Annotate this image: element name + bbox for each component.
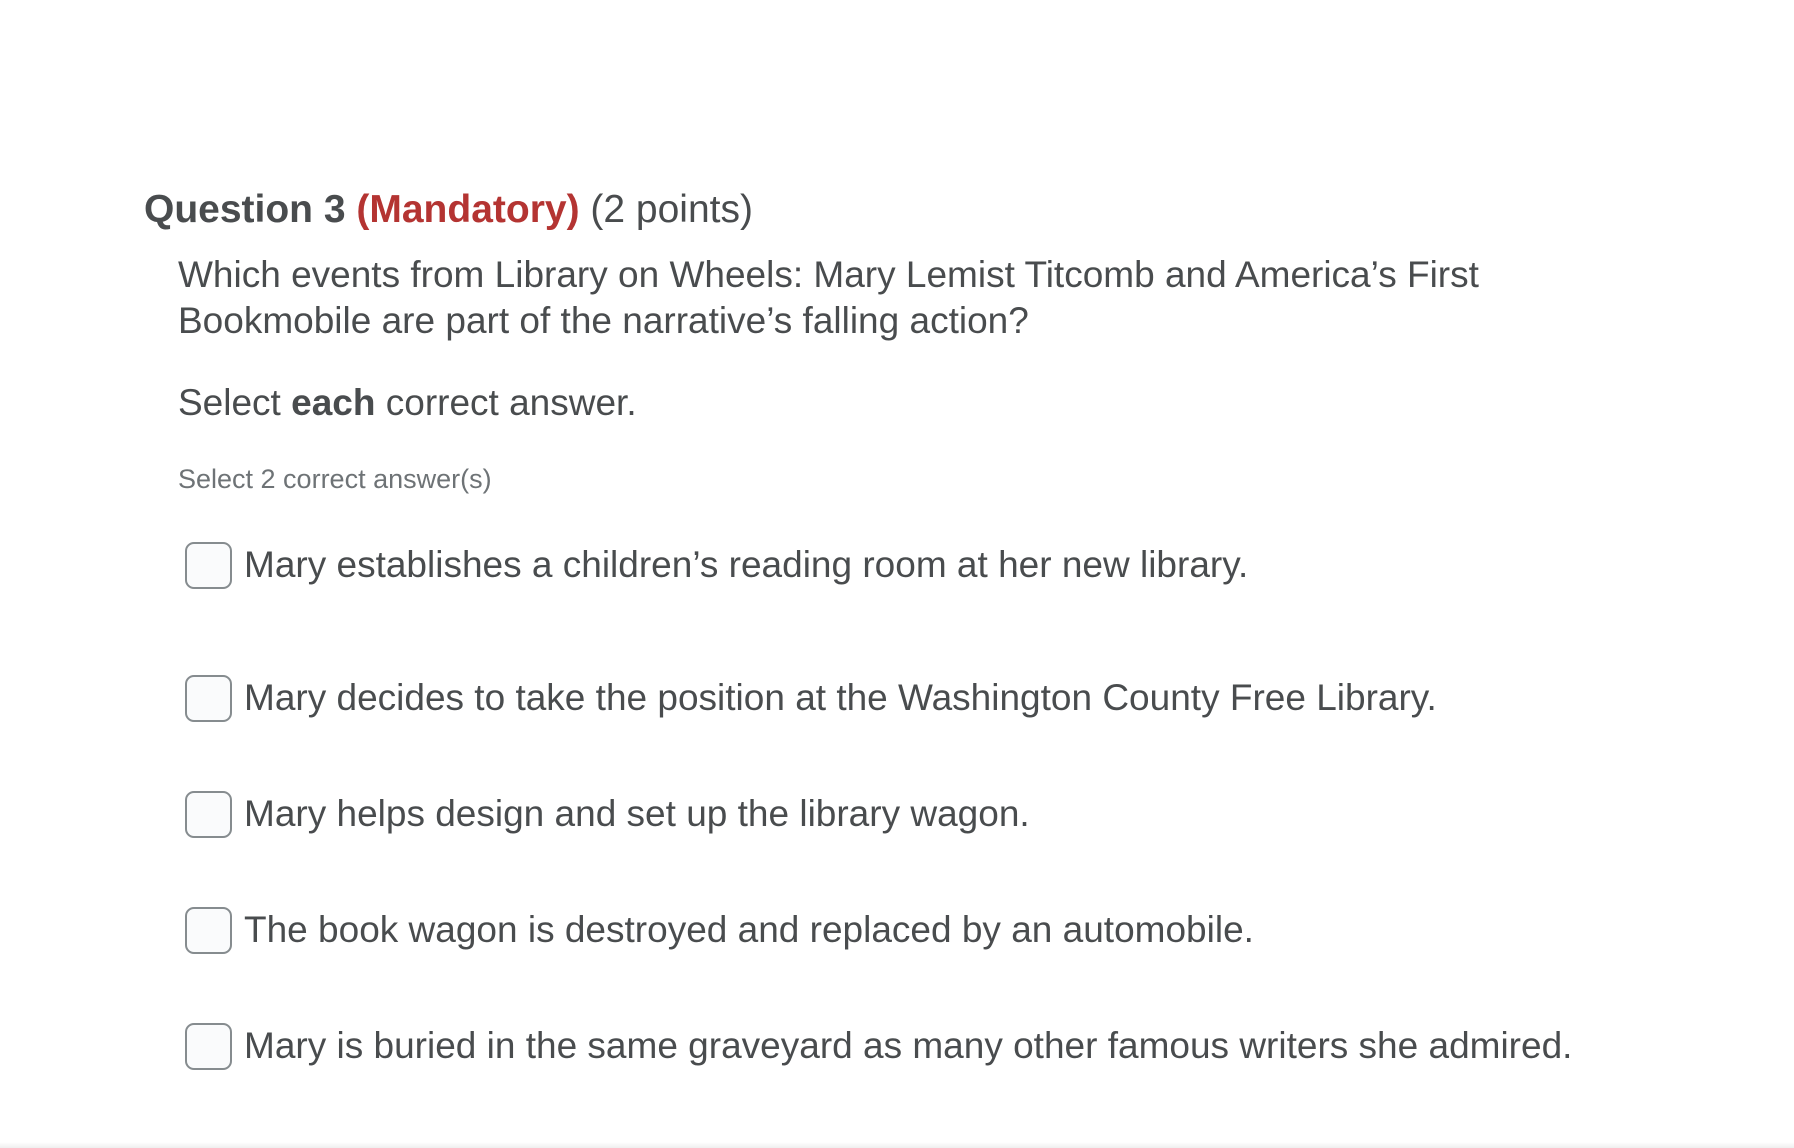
answer-option[interactable] — [178, 872, 1704, 988]
answer-checkbox[interactable] — [185, 675, 232, 722]
answer-option-label: Mary is buried in the same graveyard as many other famous writers she admired. — [244, 1025, 1573, 1066]
answer-option[interactable] — [178, 988, 1704, 1104]
page-bottom-edge — [0, 1142, 1794, 1148]
answer-checkbox[interactable] — [185, 907, 232, 954]
question-container — [144, 184, 1704, 1104]
answer-option[interactable] — [178, 524, 1704, 606]
instruction-emphasis: each — [291, 382, 376, 423]
answer-checkbox[interactable] — [185, 1023, 232, 1070]
points-label: (2 points) — [590, 188, 753, 231]
answer-count-hint: Select 2 correct answer(s) — [178, 464, 492, 494]
question-header — [144, 184, 1704, 236]
question-body — [178, 252, 1704, 1104]
answer-option-label: Mary establishes a children’s reading room at her new library. — [244, 544, 1249, 585]
question-instruction — [178, 380, 1704, 426]
answer-options-list — [178, 524, 1704, 1104]
answer-checkbox[interactable] — [185, 791, 232, 838]
instruction-text-before: Select — [178, 382, 292, 423]
answer-option-label: Mary decides to take the position at the Washington County Free Library. — [244, 677, 1437, 718]
question-number: Question 3 — [144, 188, 346, 231]
answer-checkbox[interactable] — [185, 542, 232, 589]
answer-option-label: The book wagon is destroyed and replaced by an automobile. — [244, 909, 1254, 950]
answer-option[interactable] — [178, 640, 1704, 756]
answer-option[interactable] — [178, 756, 1704, 872]
instruction-text-after: correct answer. — [375, 382, 637, 423]
answer-option-label: Mary helps design and set up the library wagon. — [244, 793, 1030, 834]
question-prompt: Which events from Library on Wheels: Mary Lemist Titcomb and America’s First Bookmobile are part of the narrative’s falling action? — [178, 254, 1479, 341]
mandatory-label: (Mandatory) — [356, 188, 580, 231]
